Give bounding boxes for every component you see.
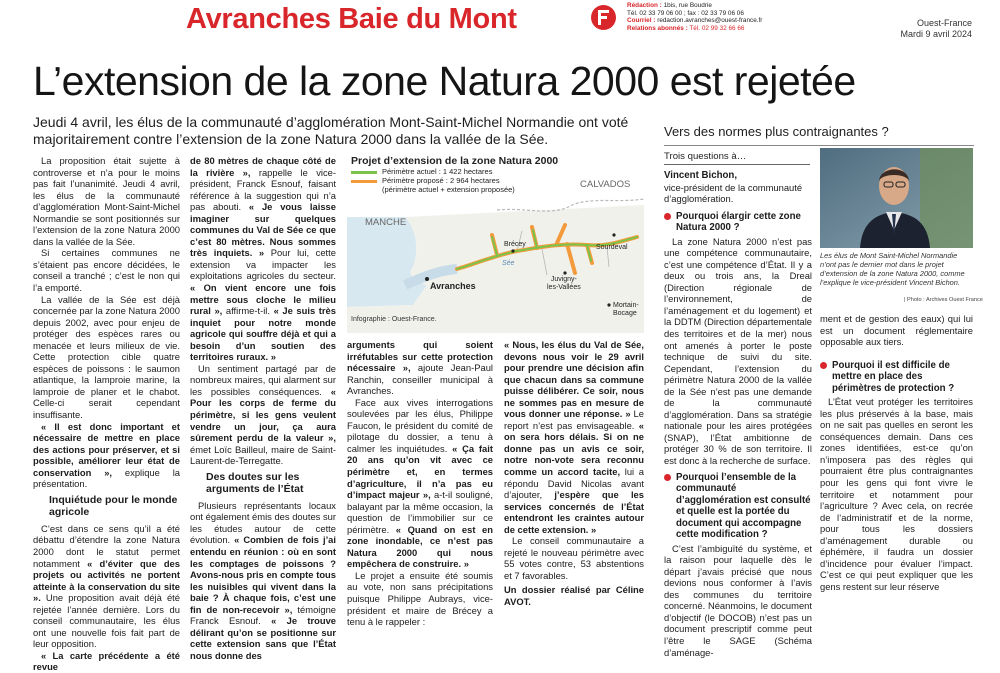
paragraph xyxy=(347,339,493,397)
redaction-label: Rédaction : xyxy=(627,2,662,9)
town-marker-sourdeval xyxy=(612,233,615,236)
quote: « Pour les corps de ferme du périmètre, si les gens veulent vendre un jour, ça aura sûrement perdu de la valeur », xyxy=(190,385,337,444)
quote: « on sera hors délais. Si on ne donne pas un avis ce soir, notre non-vote sera reconnu comme un accord tacite, xyxy=(504,419,644,478)
quote: « Il est donc important et nécessaire de mettre en place des actions pour préserver, et si possible, améliorer leur état de conservation », xyxy=(33,420,180,478)
label-mortain-line1: Mortain- xyxy=(613,302,639,309)
quote: arguments qui soient irréfutables sur cette protection nécessaire », xyxy=(347,339,493,374)
legend-swatch-current xyxy=(351,171,377,174)
quote: « Ça fait 20 ans qu’on vit avec ce périmètre et, en termes d’agriculture, il n’a pas eu d’impact majeur », xyxy=(347,442,493,501)
question-2: Pourquoi l’ensemble de la communauté d’agglomération est consulté et quelle est la portée du document qui accompagne cette modification ? xyxy=(664,472,812,541)
portrait-photo xyxy=(820,148,973,248)
paragraph xyxy=(504,339,644,535)
map-title: Projet d’extension de la zone Natura 2000 xyxy=(351,155,559,167)
town-marker-juvigny xyxy=(563,271,566,274)
map-credit: Infographie : Ouest-France. xyxy=(351,316,437,323)
paragraph: La proposition était sujette à controverse et n’a pour le moins pas fait l’unanimité. Jeudi 4 avril, les élus de la communauté d’agglomération Mont-Saint-Michel Normandie se sont positionnés sur l’extension de la zone Natura 2000 dans la vallée de la Sée. xyxy=(33,155,180,247)
quote: « Je trouve délirant qu’on se positionne sur cette extension sans que l’État nous donne des xyxy=(190,615,336,661)
answer-2: C’est l’ambiguïté du système, et la raison pour laquelle dès le départ j’avais précisé que nous devions nous conformer à l’avis des communes du territoire concerné. Néanmoins, le document d’objectif (le DOCOB) n’est pas un document prescriptif comme peut l’être le SAGE (Schéma d’aménage- xyxy=(664,542,812,658)
text: Face aux vives interrogations soulevées par les élus, Philippe Faucon, le président du comité de pilotage du dossier, a tenu à calmer les inquiétudes. xyxy=(347,396,493,454)
label-brecey: Brécey xyxy=(504,241,526,248)
text: lui a répondu David Nicolas avant d’ajouter, xyxy=(504,466,644,501)
abonnes-value: Tél. 02 99 32 66 66 xyxy=(689,24,745,32)
paragraph xyxy=(33,523,180,650)
sidebar-heading: Vers des normes plus contraignantes ? xyxy=(664,124,889,139)
ouest-france-logo-icon xyxy=(591,5,616,30)
answer-1: La zone Natura 2000 n’est pas une compétence communautaire, c’est une compétence d’État. Il y a deux ou trois ans, la Dreal (Direction régionale de l’environnement, de l’aménagement et du logement) et la DDTM (Direction départementale des territoires et de la mer) nous ont amenés à porter le poste technique de suivi du site. Cependant, l’extension du périmètre Natura 2000 de la vallée de la Sée n’est pas une demande de la communauté d’agglomération. Dans sa stratégie nationale pour les aires protégées (SNAP), l’État ambitionne de protéger 30 % de son territoire. Il est donc à la recherche de surface. xyxy=(664,235,812,467)
text: Une proposition avait déjà été rejetée l’année dernière. Lors du conseil communautaire, les élus ont une nouvelle fois fait part de leur opposition. xyxy=(33,592,180,650)
text: explique la présentation. xyxy=(33,466,180,490)
quote: « Nous, les élus du Val de Sée, devons nous voir le 29 avril pour prendre une décision afin que chacun dans sa commune puisse délibérer. Ce soir, nous ne sommes pas en mesure de vous donner une réponse. » xyxy=(504,339,644,420)
trois-questions-divider xyxy=(664,164,810,165)
paragraph: La vallée de la Sée est déjà concernée par la zone Natura 2000 depuis 2002, avec pour enjeu de protéger des espèces rares ou menacée et leurs milieux de vie. Cette protection cible quatre espèces de poissons : le saumon atlantique, la lamproie marine, la lamproie de planer et le chabot. Celle-ci serait cependant insuffisante. xyxy=(33,293,180,421)
text: affirme-t-il. xyxy=(222,305,270,317)
town-marker-mortain xyxy=(607,303,610,306)
natura-map xyxy=(347,155,644,333)
question-3: Pourquoi il est difficile de mettre en place des périmètres de protection ? xyxy=(820,360,973,395)
photo-caption: Les élus de Mont Saint-Michel Normandie n’ont pas le dernier mot dans le projet d’extension de la zone Natura 2000, comme l’explique le vice-président Vincent Bichon. xyxy=(820,251,965,287)
article-column-1 xyxy=(33,155,180,673)
masthead xyxy=(0,0,1000,40)
text: témoigne Franck Esnouf. xyxy=(190,603,337,627)
article-column-4 xyxy=(504,339,644,608)
label-avranches: Avranches xyxy=(430,281,476,291)
paper-name: Ouest-France xyxy=(916,18,972,28)
legend-proposed-note: (périmètre actuel + extension proposée) xyxy=(382,185,515,194)
label-sourdeval: Sourdeval xyxy=(596,244,628,251)
phone-line: Tél. 02 33 79 06 00 ; fax : 02 33 79 06 06 xyxy=(627,9,744,17)
legend-current: Périmètre actuel : 1 422 hectares xyxy=(382,167,493,176)
interview-column-2 xyxy=(820,313,973,592)
article-column-2 xyxy=(190,155,336,661)
text: C’est dans ce sens qu’il a été débattu d’étendre la zone Natura 2000 dont le statut permet notamment xyxy=(33,522,180,569)
paragraph: Si certaines communes ne s’étaient pas encore décidées, le conseil a tranché ; c’est le non qui l’a emporté. xyxy=(33,247,180,294)
map-legend xyxy=(351,167,558,194)
redaction-address: 1bis, rue Boudrie xyxy=(663,2,712,9)
label-manche: MANCHE xyxy=(365,217,407,228)
text: émet Loïc Bailleul, maire de Saint-Laurent-de-Terregatte. xyxy=(190,443,336,467)
label-mortain xyxy=(613,302,639,317)
quote: « d’éviter que des projets ou activités ne portent atteinte à la conservation du site ». xyxy=(33,557,180,604)
trois-questions-label: Trois questions à… xyxy=(664,151,747,162)
label-juvigny-line1: Juvigny- xyxy=(550,276,577,283)
interviewee-name: Vincent Bichon, xyxy=(664,170,738,181)
text: Un sentiment partagé par de nombreux maires, qui alarment sur les possibles conséquences. xyxy=(190,362,336,397)
portrait-image xyxy=(820,148,973,248)
paragraph: Le conseil communautaire a rejeté le nouveau périmètre avec 55 votes contre, 53 abstentions et 7 favorables. xyxy=(504,535,644,581)
quote: « Je suis très inquiet pour notre monde agricole qui souffre déjà et qui a besoin d’un soutien des territoires ruraux. » xyxy=(190,305,336,363)
text: Pour lui, cette extension va impacter les exploitations agricoles du secteur. xyxy=(190,247,336,282)
quote: j’espère que les services concernés de l’État entendront les craintes autour de cette extension. » xyxy=(504,489,644,535)
answer-3: L’État veut protéger les territoires les plus préservés à la base, mais on ne sait pas quelles en seront les conséquences demain. Dans ces zones identifiées, est-ce qu’on n’imposera pas des règles qui pourraient être plus contraignantes pour les gens qui font vivre le territoire et notamment pour l’agriculture ? Avec cela, on recrée de l’administratif et de la norme, pour tous les dossiers d’aménagement durable ou éphémère, il faudra un dossier d’incidence pour évaluer l’impact. C’est ce qui peut expliquer que les gens restent sur leur réserve xyxy=(820,396,973,592)
answer-2-continued: ment et de gestion des eaux) qui lui est un document réglementaire opposable aux tiers. xyxy=(820,313,973,348)
paragraph xyxy=(190,363,336,467)
intertitle: Des doutes sur les arguments de l’État xyxy=(206,470,304,495)
text: rappelle le vice-président, Franck Esnouf, faisant référence à la suggestion qui n’a pas abouti. xyxy=(190,166,337,213)
paper-info xyxy=(900,18,972,40)
label-calvados: CALVADOS xyxy=(580,179,631,190)
quote: « Je vous laisse imaginer sur quelques communes du Val de Sée ce que c’est 80 mètres. Nous sommes très inquiets. » xyxy=(190,201,336,259)
section-title: Avranches Baie du Mont xyxy=(186,3,517,35)
paragraph xyxy=(33,421,180,490)
quote: « La carte précédente a été revue xyxy=(33,649,180,673)
label-juvigny-line2: les-Vallées xyxy=(547,283,581,291)
quote: de 80 mètres de chaque côté de la rivière », xyxy=(190,155,336,178)
text: a-t-il souligné, balayant par la même occasion, la question de l’immobilier sur ce périmètre. xyxy=(347,489,493,535)
town-marker-avranches xyxy=(425,277,429,281)
contact-block xyxy=(627,2,762,32)
label-see: Sée xyxy=(502,260,515,267)
text: Le report n’est pas envisageable. xyxy=(504,408,644,431)
label-mortain-line2: Bocage xyxy=(613,309,637,317)
interview-column-1 xyxy=(664,170,812,658)
paragraph xyxy=(190,155,336,363)
paragraph xyxy=(347,397,493,570)
author-signature: Un dossier réalisé par Céline AVOT. xyxy=(504,584,644,608)
sidebar-divider xyxy=(664,145,974,146)
legend-swatch-proposed xyxy=(351,180,377,183)
paper-date: Mardi 9 avril 2024 xyxy=(900,29,972,39)
intertitle: Inquiétude pour le monde agricole xyxy=(49,493,178,518)
text: Plusieurs représentants locaux ont également émis des doutes sur les études autour de cette évolution. xyxy=(190,499,336,546)
paragraph xyxy=(190,500,336,662)
article-column-3 xyxy=(347,339,493,628)
quote: « Quand on est en zone inondable, ce n’est pas Natura 2000 qui nous empêchera de construire. » xyxy=(347,523,493,570)
quote: « Combien de fois j’ai entendu en réunion : où en sont les comptages de poissons ? Avons-nous pris en compte tous les nuisibles qui vivent dans la baie ? À chaque fois, c’est une fin de non-recevoir », xyxy=(190,534,336,615)
quote: « On vient encore une fois mettre sous cloche le milieu rural », xyxy=(190,282,336,317)
courriel-value: redaction.avranches@ouest-france.fr xyxy=(657,17,763,25)
abonnes-label: Relations abonnés : xyxy=(627,24,688,32)
label-juvigny xyxy=(547,276,581,291)
question-1: Pourquoi élargir cette zone Natura 2000 ? xyxy=(664,211,812,234)
legend-proposed: Périmètre proposé : 2 964 hectares xyxy=(382,176,500,185)
courriel-label: Courriel : xyxy=(627,17,656,25)
paragraph xyxy=(33,650,180,673)
article-chapo: Jeudi 4 avril, les élus de la communauté d’agglomération Mont-Saint-Michel Normandie ont voté majoritairement contre l’extension de la zone Natura 2000 dans la vallée de la Sée. xyxy=(33,114,629,147)
paragraph: Le projet a ensuite été soumis au vote, non sans précipitations puisque Philippe Aubrays, vice-président et maire de Brécey a tenu à le rappeler : xyxy=(347,569,493,628)
text: ajoute Jean-Paul Ranchin, conseiller municipal à Avranches. xyxy=(347,362,493,397)
article-headline: L’extension de la zone Natura 2000 est rejetée xyxy=(33,58,856,104)
interviewee-role: vice-président de la communauté d’agglomération. xyxy=(664,181,803,205)
photo-credit: | Photo : Archives Ouest France xyxy=(904,297,983,303)
town-marker-brecey xyxy=(511,249,514,252)
